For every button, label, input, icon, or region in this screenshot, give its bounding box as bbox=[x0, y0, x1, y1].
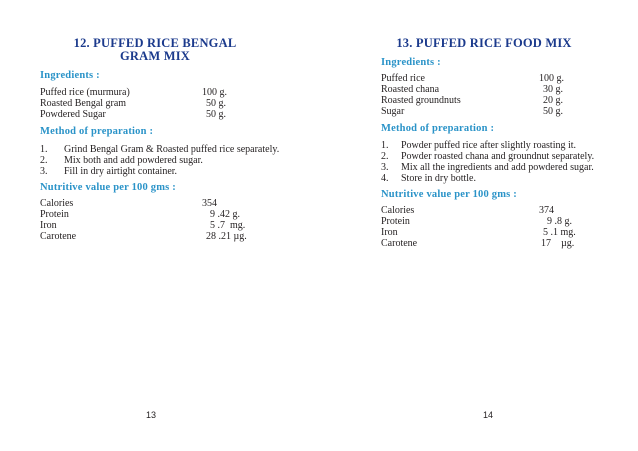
ingredient-name: Puffed rice (murmura) bbox=[40, 87, 130, 98]
nutrient-name: Carotene bbox=[40, 231, 77, 242]
nutrient-value: 9 .42 g. bbox=[210, 209, 240, 220]
method-heading: Method of preparation : bbox=[40, 126, 154, 137]
step-text: Powder puffed rice after slightly roasting it. bbox=[401, 140, 577, 151]
nutrient-name: Protein bbox=[381, 216, 410, 227]
step-number: 3. bbox=[381, 162, 389, 173]
step-text: Fill in dry airtight container. bbox=[64, 166, 178, 177]
step-number: 1. bbox=[40, 144, 48, 155]
ingredient-qty: 50 g. bbox=[206, 109, 226, 120]
ingredients-heading: Ingredients : bbox=[381, 57, 441, 68]
ingredient-qty: 100 g. bbox=[539, 73, 564, 84]
ingredient-name: Powdered Sugar bbox=[40, 109, 106, 120]
nutrient-value: 354 bbox=[202, 198, 217, 209]
ingredient-name: Roasted chana bbox=[381, 84, 440, 95]
method-heading: Method of preparation : bbox=[381, 123, 495, 134]
ingredient-qty: 50 g. bbox=[543, 106, 563, 117]
nutritive-heading: Nutritive value per 100 gms : bbox=[40, 182, 176, 193]
step-number: 1. bbox=[381, 140, 389, 151]
step-number: 4. bbox=[381, 173, 389, 184]
nutrient-name: Iron bbox=[40, 220, 57, 231]
step-text: Powder roasted chana and groundnut separately. bbox=[401, 151, 595, 162]
step-text: Mix all the ingredients and add powdered sugar. bbox=[401, 162, 594, 173]
step-number: 3. bbox=[40, 166, 48, 177]
ingredient-name: Sugar bbox=[381, 106, 405, 117]
recipe-title-line1: 12. PUFFED RICE BENGAL bbox=[73, 36, 237, 50]
page-number: 13 bbox=[146, 410, 157, 420]
ingredients-heading: Ingredients : bbox=[40, 70, 100, 81]
ingredient-qty: 20 g. bbox=[543, 95, 563, 106]
nutrient-value: 5 .7 mg. bbox=[210, 220, 246, 231]
ingredient-name: Puffed rice bbox=[381, 73, 425, 84]
nutritive-heading: Nutritive value per 100 gms : bbox=[381, 189, 517, 200]
nutrient-value: 28 .21 µg. bbox=[206, 231, 247, 242]
recipe-title: 13. PUFFED RICE FOOD MIX bbox=[396, 36, 572, 50]
nutrient-name: Calories bbox=[40, 198, 74, 209]
nutrient-name: Carotene bbox=[381, 238, 418, 249]
step-text: Grind Bengal Gram & Roasted puffed rice separately. bbox=[64, 144, 280, 155]
nutrient-name: Calories bbox=[381, 205, 415, 216]
nutrient-name: Iron bbox=[381, 227, 398, 238]
ingredient-name: Roasted groundnuts bbox=[381, 95, 461, 106]
nutrient-value: 9 .8 g. bbox=[547, 216, 572, 227]
ingredient-qty: 50 g. bbox=[206, 98, 226, 109]
page-number: 14 bbox=[483, 410, 494, 420]
step-text: Mix both and add powdered sugar. bbox=[64, 155, 203, 166]
recipe-title-line2: GRAM MIX bbox=[120, 49, 190, 63]
nutrient-name: Protein bbox=[40, 209, 69, 220]
nutrient-value: 5 .1 mg. bbox=[543, 227, 576, 238]
nutrient-value: 374 bbox=[539, 205, 554, 216]
recipe-title bbox=[40, 37, 270, 63]
step-number: 2. bbox=[40, 155, 48, 166]
nutrient-value: 17 µg. bbox=[541, 238, 575, 249]
step-text: Store in dry bottle. bbox=[401, 173, 476, 184]
right-page bbox=[319, 0, 638, 451]
ingredient-qty: 100 g. bbox=[202, 87, 227, 98]
ingredient-name: Roasted Bengal gram bbox=[40, 98, 127, 109]
ingredient-qty: 30 g. bbox=[543, 84, 563, 95]
step-number: 2. bbox=[381, 151, 389, 162]
